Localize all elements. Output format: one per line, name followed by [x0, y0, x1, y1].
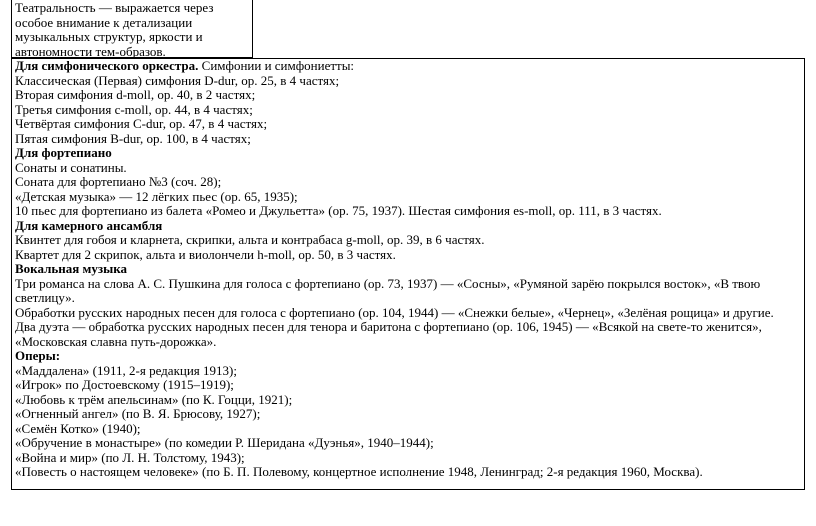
symphony-item: Третья симфония c-moll, ор. 44, в 4 частях; [15, 101, 253, 117]
operas-heading: Оперы: [15, 348, 61, 363]
piano-item: «Детская музыка» — 12 лёгких пьес (ор. 65, 1935); [15, 188, 298, 204]
symphonic-heading: Для симфонического оркестра. [15, 58, 199, 73]
vocal-heading: Вокальная музыка [15, 261, 128, 276]
chamber-item: Квартет для 2 скрипок, альта и виолончели h-moll, ор. 50, в 3 частях. [15, 246, 396, 262]
symphony-item: Пятая симфония B-dur, ор. 100, в 4 частях; [15, 130, 251, 146]
opera-item: «Маддалена» (1911, 2-я редакция 1913); [15, 362, 237, 378]
intro-line: особое внимание к детализации [15, 14, 193, 30]
opera-item: «Огненный ангел» (по В. Я. Брюсову, 1927); [15, 406, 261, 421]
symphony-item: Вторая симфония d-moll, ор. 40, в 2 частях; [15, 87, 256, 102]
chamber-item: Квинтет для гобоя и кларнета, скрипки, альта и контрабаса g-moll, ор. 39, в 6 частях. [15, 232, 485, 247]
vocal-item: Два дуэта — обработка русских народных песен для тенора и баритона с фортепиано (ор. 106, 1945) — «Всякой на свете-то женится», «Московская славна путь-дорожка». [15, 319, 762, 349]
intro-line: музыкальных структур, яркости и [15, 29, 203, 44]
symphonic-heading-line [15, 59, 798, 74]
works-table-cell [11, 58, 805, 490]
symphonic-subheading: Симфонии и симфониетты: [198, 58, 355, 73]
opera-item: «Война и мир» (по Л. Н. Толстому, 1943); [15, 449, 245, 465]
opera-item: «Повесть о настоящем человеке» (по Б. П. Полевому, концертное исполнение 1948, Ленинград; 2-я редакция 1960, Москва). [15, 464, 703, 479]
opera-item: «Игрок» по Достоевскому (1915–1919); [15, 377, 234, 392]
piano-heading: Для фортепиано [15, 145, 112, 160]
intro-line: автономности тем-образов. [15, 43, 166, 59]
piano-item: Соната для фортепиано №3 (соч. 28); [15, 174, 222, 189]
opera-item: «Обручение в монастыре» (по комедии Р. Шеридана «Дуэнья», 1940–1944); [15, 435, 434, 450]
opera-item: «Любовь к трём апельсинам» (по К. Гоцци, 1921); [15, 391, 293, 407]
intro-line: Театральность — выражается через [15, 0, 214, 15]
chamber-heading: Для камерного ансамбля [15, 217, 163, 233]
opera-item: «Семён Котко» (1940); [15, 420, 141, 436]
piano-item: 10 пьес для фортепиано из балета «Ромео и Джульетта» (ор. 75, 1937). Шестая симфония es-moll, ор. 111, в 3 частях. [15, 203, 662, 218]
vocal-item: Три романса на слова А. С. Пушкина для голоса с фортепиано (ор. 73, 1937) — «Сосны», «Румяной зарёю покрылся восток», «В твою светлицу». [15, 275, 761, 305]
intro-table-cell [11, 0, 253, 58]
piano-item: Сонаты и сонатины. [15, 159, 127, 175]
symphony-item: Четвёртая симфония C-dur, ор. 47, в 4 частях; [15, 116, 268, 131]
symphony-item: Классическая (Первая) симфония D-dur, ор. 25, в 4 частях; [15, 72, 340, 88]
vocal-item: Обработки русских народных песен для голоса с фортепиано (ор. 104, 1944) — «Снежки белые», «Чернец», «Зелёная рощица» и другие. [15, 304, 774, 320]
